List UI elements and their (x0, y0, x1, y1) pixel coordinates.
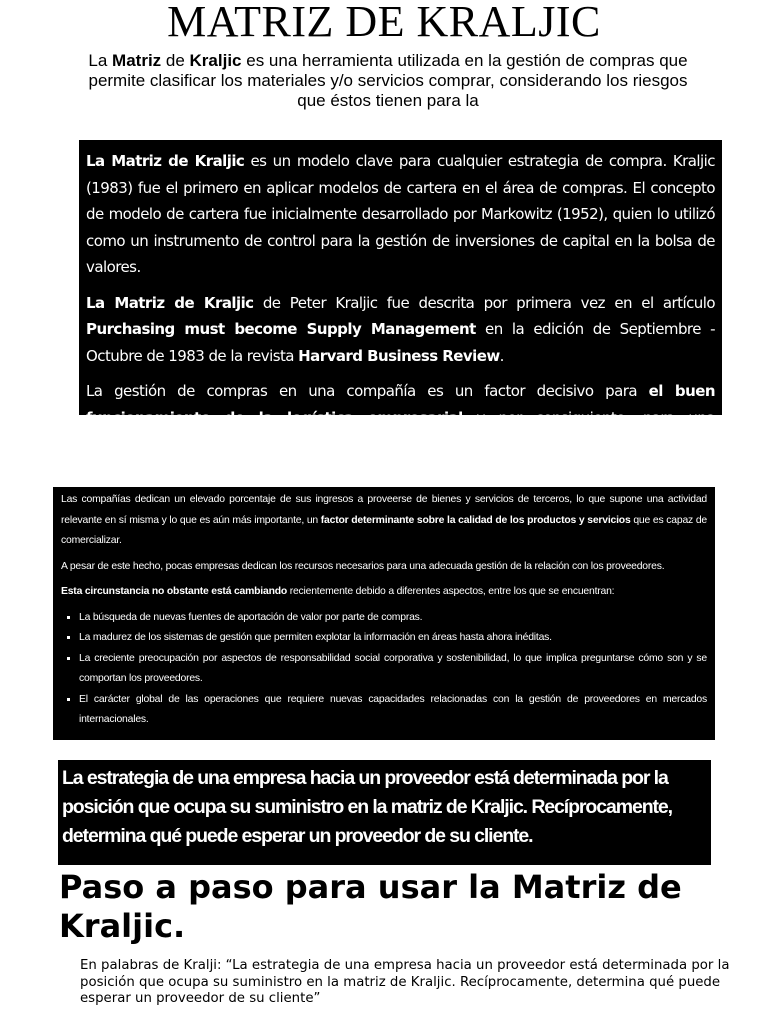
context-paragraph-3 (61, 582, 707, 603)
definition-paragraph-3 (86, 378, 715, 458)
body-text: y por consiguiente, para una administración efectiva del negocio. (86, 408, 715, 453)
page-title: MATRIZ DE KRALJIC (167, 0, 601, 46)
bold-text: Esta circunstancia no obstante está cambiando (61, 586, 288, 597)
magazine-name: Harvard Business Review (298, 346, 500, 365)
bold-text: el buen funcionamiento de la logística empresarial (86, 382, 715, 427)
list-item: ▪ El carácter global de las operaciones que requiere nuevas capacidades relacionadas con la gestión de proveedores en mercados internacionales. (79, 690, 707, 731)
kraljic-quote: En palabras de Kralji: “La estrategia de una empresa hacia un proveedor está determinada por la posición que ocupa su suministro en la matriz de Kraljic. Recíprocamente, determina qué puede esperar un proveedor de su cliente” (80, 958, 730, 1006)
intro-paragraph (88, 51, 688, 111)
context-box (53, 487, 715, 740)
intro-bold-matriz: Matriz (112, 51, 162, 70)
context-paragraph-2: A pesar de este hecho, pocas empresas dedican los recursos necesarios para una adecuada gestión de la relación con los proveedores. (61, 560, 665, 572)
strategy-box: La estrategia de una empresa hacia un proveedor está determinada por la posición que ocupa su suministro en la matriz de Kraljic. Recíprocamente, determina qué puede esperar un proveedor de su cliente. (58, 760, 711, 865)
list-item: ▪ La búsqueda de nuevas fuentes de aportación de valor por parte de compras. (79, 608, 707, 629)
definition-paragraph-2 (86, 290, 715, 370)
definition-box (79, 140, 722, 453)
body-text: recientemente debido a diferentes aspectos, entre los que se encuentran: (287, 586, 615, 597)
body-text: es un modelo clave para cualquier estrategia de compra. Kraljic (1983) fue el primero en aplicar modelos de cartera en el área de compras. El concepto de modelo de cartera fue inicialmente desarrollado por Markowitz (1952), quien lo utilizó como un instrumento de control para la gestión de inversiones de capital en la bolsa de valores. (86, 152, 715, 276)
article-title: Purchasing must become Supply Management (86, 320, 476, 338)
aspects-list (61, 608, 707, 731)
intro-mid: de (161, 51, 190, 70)
body-text: La gestión de compras en una compañía es un factor decisivo para (86, 382, 649, 400)
list-item: ▪ La creciente preocupación por aspectos de responsabilidad social corporativa y sostenibilidad, lo que implica preguntarse cómo son y se comportan los proveedores. (79, 649, 707, 690)
section-heading: Paso a paso para usar la Matriz de Kraljic. (59, 868, 682, 945)
bold-text: La Matriz de Kraljic (86, 152, 245, 170)
context-paragraph-1 (61, 490, 707, 552)
body-text: . (499, 346, 504, 365)
body-text: de Peter Kraljic fue descrita por primera vez en el artículo (253, 293, 715, 312)
body-text: Las compañías dedican un elevado porcentaje de sus ingresos a proveerse de bienes y servicios de terceros, lo que supone una actividad relevante en sí misma y lo que es aún más importante, un (61, 494, 707, 526)
intro-prefix: La (88, 51, 113, 70)
intro-rest: es una herramienta utilizada en la gestión de compras que permite clasificar los materiales y/o servicios comprar, considerando los riesgos que éstos tienen para la (88, 51, 688, 110)
definition-paragraph-1 (86, 148, 715, 281)
body-text: que es capaz de comercializar. (61, 514, 707, 546)
bold-text: La Matriz de Kraljic (86, 293, 254, 312)
bold-text: factor determinante sobre la calidad de los productos y servicios (320, 514, 631, 526)
intro-bold-kraljic: Kraljic (189, 51, 242, 70)
list-item: ▪ La madurez de los sistemas de gestión que permiten explotar la información en áreas hasta ahora inéditas. (79, 628, 707, 649)
body-text: en la edición de Septiembre -Octubre de 1983 de la revista (86, 320, 715, 365)
